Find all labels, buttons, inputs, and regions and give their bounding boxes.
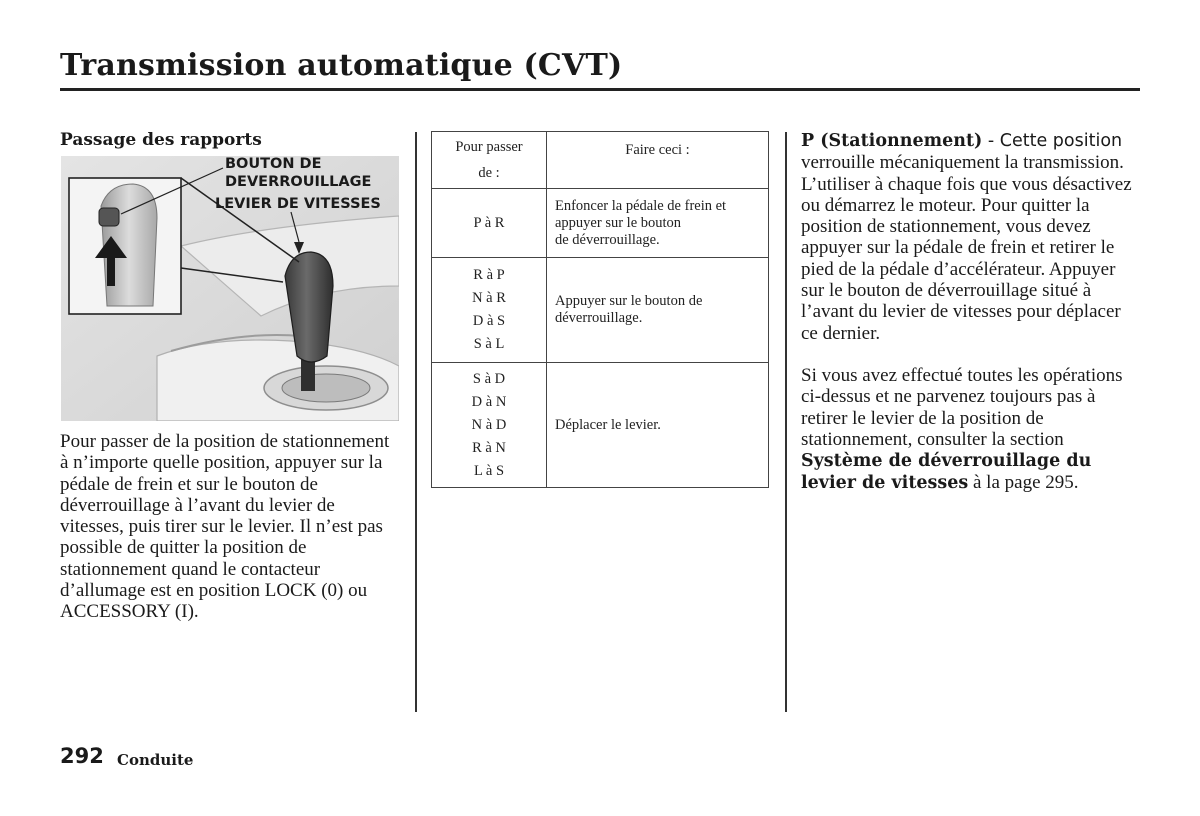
table-cell-action xyxy=(547,189,769,258)
table-cell-shift xyxy=(432,363,547,488)
action-line: Enfoncer la pédale de frein et xyxy=(555,197,727,214)
header-label-line1: Pour passer xyxy=(455,139,523,155)
park-description: verrouille mécaniquement la transmission. L’utiliser à chaque fois que vous désactivez ou démarrez le moteur. Pour quitter la position de stationnement, vous devez appuyer sur la pédale de frein et retirer le pied de la pédale d’accélérateur. Appuyer sur le bouton de déverrouillage situé à l’avant du levier de vitesses pour déplacer ce dernier. xyxy=(801,152,1132,344)
action-line: de déverrouillage. xyxy=(555,231,660,248)
section-heading: Passage des rapports xyxy=(60,130,262,150)
shift-pair: S à D xyxy=(472,370,506,387)
callout-unlock-button-line2: DEVERROUILLAGE xyxy=(225,174,372,190)
header-label-line2: de : xyxy=(478,165,500,181)
right-column xyxy=(801,130,1141,495)
table-header-cell xyxy=(547,132,769,189)
troubleshoot-paragraph xyxy=(801,365,1141,495)
callout-lever: LEVIER DE VITESSES xyxy=(215,196,381,212)
cross-reference-link[interactable]: Système de déverrouillage du levier de vitesses xyxy=(801,451,1092,494)
shift-pair: D à N xyxy=(471,393,507,410)
table-row xyxy=(432,189,769,258)
park-term: P (Stationnement) xyxy=(801,131,983,151)
header-label: Faire ceci : xyxy=(625,142,690,158)
shift-pair: N à R xyxy=(472,290,506,306)
shift-pair: P à R xyxy=(473,214,505,231)
table-cell-shift xyxy=(432,258,547,363)
shift-pair: L à S xyxy=(473,462,505,479)
column-divider-right xyxy=(785,132,787,712)
table-header-cell xyxy=(432,132,547,189)
troubleshoot-text: Si vous avez effectué toutes les opérations ci-dessus et ne parvenez toujours pas à retirer le levier de la position de stationnement, consulter la section xyxy=(801,364,1123,450)
table-cell-action xyxy=(547,258,769,363)
column-divider-left xyxy=(415,132,417,712)
table-header-row xyxy=(432,132,769,189)
table-cell-action xyxy=(547,363,769,488)
shift-pair: R à P xyxy=(473,267,505,283)
shift-pair: N à D xyxy=(471,416,507,433)
release-button xyxy=(99,208,119,226)
action-line: appuyer sur le bouton xyxy=(555,214,682,231)
troubleshoot-end: à la page 295. xyxy=(968,472,1079,494)
shift-pair: D à S xyxy=(472,313,506,329)
shift-gate-inner xyxy=(282,374,370,402)
callout-unlock-button-line1: BOUTON DE xyxy=(225,156,322,172)
shift-pair: R à N xyxy=(472,439,506,456)
table-row xyxy=(432,258,769,363)
title-rule xyxy=(60,88,1140,91)
action-line: Appuyer sur le bouton de xyxy=(555,293,703,309)
section-footer: Conduite xyxy=(117,751,194,769)
action-line: Déplacer le levier. xyxy=(555,416,661,433)
shift-table xyxy=(431,131,769,488)
table-cell-shift xyxy=(432,189,547,258)
page-number: 292 xyxy=(60,744,104,768)
action-line: déverrouillage. xyxy=(555,310,643,326)
left-paragraph: Pour passer de la position de stationnement à n’importe quelle position, appuyer sur la pédale de frein et sur le bouton de déverrouillage à l’avant du levier de vitesses, puis tirer sur le levier. Il n’est pas possible de quitter la position de stationnement quand le contacteur d’allumage est en position LOCK (0) ou ACCESSORY (I). xyxy=(60,431,390,623)
shift-pair: S à L xyxy=(473,336,505,352)
park-intro: - Cette position xyxy=(982,131,1123,151)
page-title: Transmission automatique (CVT) xyxy=(60,48,623,83)
park-paragraph xyxy=(801,130,1141,344)
table-row xyxy=(432,363,769,488)
